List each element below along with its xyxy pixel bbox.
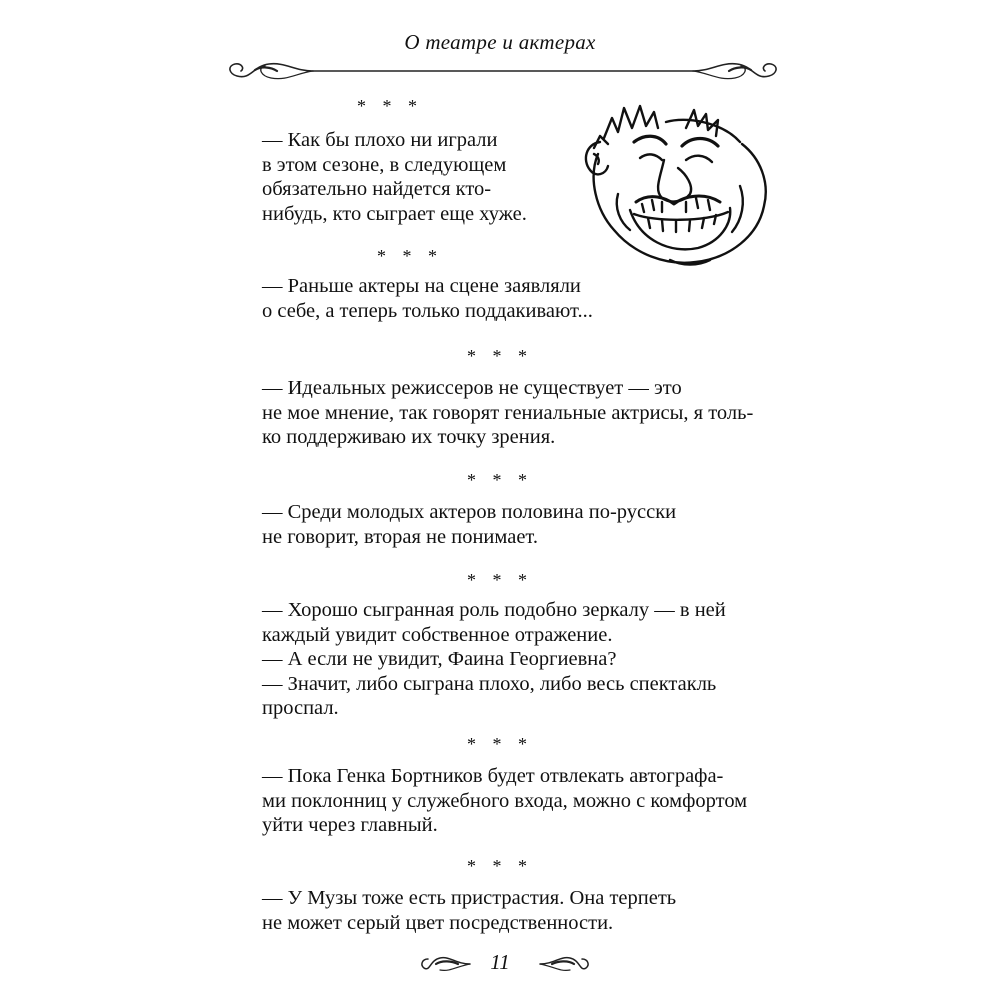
- text-line: — Среди молодых актеров половина по-русски: [262, 501, 677, 523]
- text-line: в этом сезоне, в следующем: [262, 153, 507, 176]
- text-line: — У Музы тоже есть пристрастия. Она терпеть: [262, 887, 677, 909]
- text-line: не говорит, вторая не понимает.: [262, 525, 538, 548]
- text-line: ко поддерживаю их точку зрения.: [262, 426, 556, 448]
- section-separator: * * *: [467, 470, 533, 490]
- quote-paragraph: [262, 376, 777, 450]
- text-line: о себе, а теперь только поддакивают...: [262, 299, 593, 322]
- quote-paragraph: [262, 886, 777, 935]
- text-line: — Значит, либо сыграна плохо, либо весь спектакль: [262, 672, 717, 695]
- text-line: — Хорошо сыгранная роль подобно зеркалу — в ней: [262, 599, 726, 621]
- quote-paragraph: [262, 274, 622, 323]
- text-line: проспал.: [262, 697, 339, 719]
- text-line: каждый увидит собственное отражение.: [262, 623, 613, 646]
- section-separator: * * *: [467, 346, 533, 366]
- running-header-title: О театре и актерах: [404, 30, 596, 54]
- section-separator: * * *: [467, 734, 533, 754]
- text-line: — А если не увидит, Фаина Георгиевна?: [262, 648, 617, 670]
- quote-paragraph: [262, 764, 777, 838]
- text-line: не мое мнение, так говорят гениальные актрисы, я толь-: [262, 401, 754, 424]
- text-line: нибудь, кто сыграет еще хуже.: [262, 202, 527, 225]
- text-line: — Пока Генка Бортников будет отвлекать автографа-: [262, 765, 724, 787]
- quote-paragraph: [262, 128, 532, 226]
- section-separator: * * *: [357, 96, 423, 116]
- laughing-face-caricature-icon: [574, 98, 770, 274]
- quote-paragraph: [262, 500, 777, 549]
- text-line: — Раньше актеры на сцене заявляли: [262, 275, 581, 297]
- header-flourish-divider-icon: [225, 54, 781, 88]
- quote-paragraph: [262, 598, 777, 721]
- section-separator: * * *: [377, 246, 443, 266]
- section-separator: * * *: [467, 856, 533, 876]
- text-line: — Идеальных режиссеров не существует — это: [262, 377, 682, 399]
- text-line: не может серый цвет посредственности.: [262, 911, 614, 934]
- text-line: уйти через главный.: [262, 814, 438, 836]
- text-line: обязательно найдется кто-: [262, 178, 492, 200]
- text-line: — Как бы плохо ни играли: [262, 129, 498, 151]
- section-separator: * * *: [467, 570, 533, 590]
- page-number: 11: [490, 950, 510, 974]
- text-line: ми поклонниц у служебного входа, можно с комфортом: [262, 789, 748, 812]
